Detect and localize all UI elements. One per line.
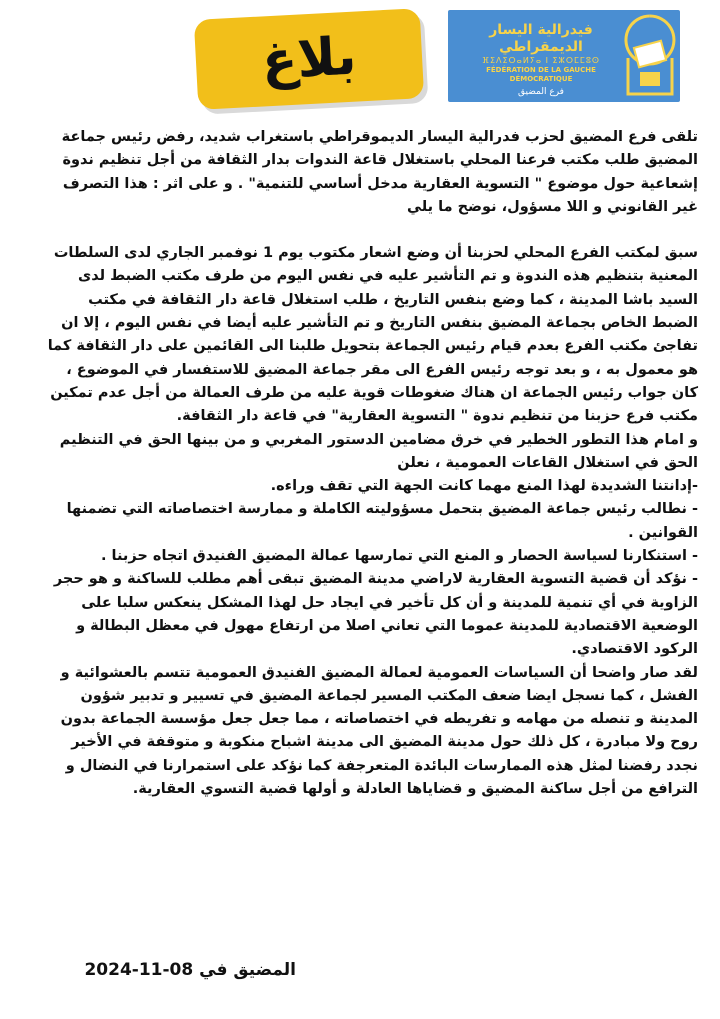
- banner-title: بلاغ: [260, 26, 358, 92]
- details-paragraph: سبق لمكتب الفرع المحلي لحزبنا أن وضع اشعار مكتوب يوم 1 نوفمبر الجاري لدى السلطات المعنية بتنظيم هذه الندوة و تم التأشير عليه في نفس اليوم من طرف مكتب الضبط لدى السيد باشا المدينة ، كما وضع بنفس التاريخ ، طلب استغلال قاعة دار الثقافة في مكتب الضبط الخاص بجماعة المضيق بنفس التاريخ و تم التأشير عليه أيضا في نفس اليوم ، إلا ان تفاجئ مكتب الفرع بعدم قيام رئيس الجماعة بتحويل طلبنا الى القائمين على دار الثقافة كما هو معمول به ، و بعد توجه رئيس الفرع الى مقر جماعة المضيق للاستفسار في الموضوع ، كان جواب رئيس الجماعة ان هناك ضغوطات قوية عليه من طرف العمالة من أجل عدم تمكين مكتب فرع حزبنا من تنظيم ندوة " التسوية العقارية" في قاعة دار الثقافة.: [47, 245, 698, 425]
- logo-text-block: [456, 22, 626, 97]
- demand-item: - نطالب رئيس جماعة المضيق بتحمل مسؤوليته الكاملة و ممارسة اختصاصاته التي تضمنها القوانين .: [66, 501, 698, 541]
- demand-item: - نؤكد أن قضية التسوية العقارية لاراضي مدينة المضيق تبقى أهم مطلب للساكنة و هو حجر الزاوية في أي تنمية للمدينة و أن كل تأخير في ايجاد حل لهذا المشكل ينعكس سلبا على الوضعية الاقتصادية للمدينة عموما التي تعاني اصلا من ارتفاع مهول في معظل البطالة و الركود الاقتصادي.: [53, 571, 698, 658]
- signature-date-line: [36, 960, 296, 980]
- demand-item: - استنكارنا لسياسة الحصار و المنع التي تمارسها عمالة المضيق الفنيدق اتجاه حزبنا .: [101, 548, 698, 565]
- statement-body: [38, 126, 698, 801]
- place-label: المضيق في: [199, 960, 296, 980]
- position-intro-paragraph: و امام هذا التطور الخطير في خرق مضامين الدستور المغربي و من بينها الحق في التنظيم الحق في استغلال القاعات العمومية ، نعلن: [59, 431, 698, 471]
- announcement-banner: [194, 8, 424, 110]
- issue-date: 2024-11-08: [84, 960, 194, 980]
- logo-tifinagh-name: ⴼⵉⴷⵉⵔⴰⵍⵢⴰ ⵏ ⵉⵣⵔⵎⵎⵓⵙ: [481, 56, 601, 65]
- party-logo: [448, 10, 680, 102]
- intro-paragraph: تلقى فرع المضيق لحزب فدرالية اليسار الديموقراطي باستغراب شديد، رفض رئيس جماعة المضيق طلب مكتب فرعنا المحلي باستغلال قاعة الندوات بدار الثقافة من أجل تنظيم ندوة إشعاعية حول موضوع " التسوية العقارية مدخل أساسي للتنمية" . و على اثر : هذا التصرف غير القانوني و اللا مسؤول، نوضح ما يلي: [61, 129, 698, 215]
- logo-branch-name: فرع المضيق: [518, 87, 564, 97]
- logo-french-name: FÉDÉRATION DE LA GAUCHE DÉMOCRATIQUE: [486, 66, 596, 83]
- demand-item: -إدانتنا الشديدة لهذا المنع مهما كانت الجهة التي تقف وراءه.: [270, 478, 698, 495]
- ballot-box-icon: [624, 14, 676, 98]
- conclusion-paragraph: لقد صار واضحا أن السياسات العمومية لعمالة المضيق الفنيدق العمومية تتسم بالعشوائية و الفشل ، كما نسجل ايضا ضعف المكتب المسير لجماعة المضيق في تسيير و تدبير شؤون المدينة و تنصله من مهامه و تفريطه في اختصاصاته ، مما جعل جعل مؤسسة الجماعة بدون روح ولا مبادرة ، كل ذلك حول مدينة المضيق الى مدينة اشباح منكوبة و متوقفة في الأخير نجدد رفضنا لمثل هذه الممارسات البائدة المتعرجفة كما نؤكد على استمرارنا في النضال و الترافع من أجل ساكنة المضيق و قضاياها العادلة و أولها قضية التسوي العقارية.: [60, 664, 698, 798]
- logo-arabic-name: فيدرالية اليسار الديمقراطي: [489, 22, 593, 55]
